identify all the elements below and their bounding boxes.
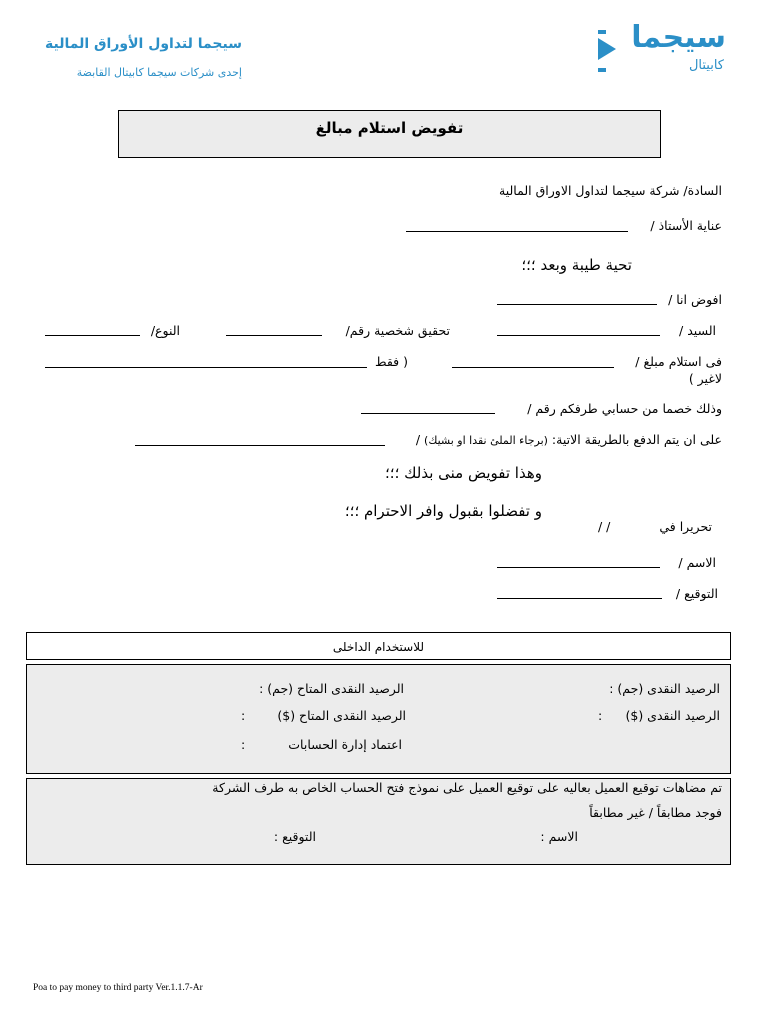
document-version: Poa to pay money to third party Ver.1.1.7-Ar	[33, 983, 203, 993]
amount-words-close: لاغير )	[688, 371, 722, 386]
internal-use-header	[26, 632, 731, 660]
logo-text: سيجما	[631, 20, 726, 55]
mr-label: السيد /	[679, 323, 716, 338]
company-logo	[596, 20, 726, 80]
signature-label: التوقيع /	[675, 586, 718, 601]
name-field[interactable]	[497, 567, 660, 568]
accounts-approval-colon: :	[241, 737, 246, 752]
internal-use-box	[26, 664, 731, 774]
payment-method-field[interactable]	[135, 445, 385, 446]
date-separators: / /	[598, 519, 611, 534]
company-subtitle: إحدى شركات سيجما كابيتال القابضة	[76, 66, 242, 79]
verification-box	[26, 778, 731, 865]
cash-balance-usd: الرصيد النقدى ($)	[625, 708, 720, 723]
cash-balance-egp: الرصيد النقدى (جم) :	[609, 681, 720, 696]
page-title: تفويض استلام مبالغ	[315, 119, 464, 137]
id-number-field[interactable]	[226, 335, 322, 336]
name-label: الاسم /	[678, 555, 716, 570]
amount-field[interactable]	[452, 367, 614, 368]
greeting-text: تحية طيبة وبعد ؛؛؛	[521, 256, 632, 274]
cash-available-usd: الرصيد النقدى المتاح ($)	[277, 708, 406, 723]
logo-subtext: كابيتال	[688, 58, 724, 73]
logo-mark-icon	[598, 30, 620, 76]
signature-field[interactable]	[497, 598, 662, 599]
cash-available-usd-colon: :	[241, 708, 246, 723]
addressee-text: السادة/ شركة سيجما لتداول الاوراق المالية	[499, 183, 722, 198]
amount-words-open: ( فقط	[374, 354, 408, 369]
date-label: تحريرا في	[659, 519, 712, 534]
verifier-signature: التوقيع :	[273, 829, 316, 844]
payment-method-label	[416, 432, 722, 447]
id-type-label: النوع/	[150, 323, 180, 338]
verification-match: فوجد مطابقاً / غير مطابقاً	[589, 805, 722, 820]
id-number-label: تحقيق شخصية رقم/	[345, 323, 450, 338]
from-account-label: وذلك خصما من حسابي طرفكم رقم /	[527, 401, 722, 416]
accounts-approval: اعتماد إدارة الحسابات	[288, 737, 402, 752]
cash-available-egp: الرصيد النقدى المتاح (جم) :	[259, 681, 404, 696]
account-number-field[interactable]	[361, 413, 495, 414]
id-type-field[interactable]	[45, 335, 140, 336]
amount-words-field[interactable]	[45, 367, 367, 368]
verifier-name: الاسم :	[540, 829, 578, 844]
verification-statement: تم مضاهات توقيع العميل بعاليه على توقيع العميل على نموذج فتح الحساب الخاص به طرف الشركة	[212, 780, 722, 795]
internal-use-heading: للاستخدام الداخلى	[332, 640, 425, 654]
title-box	[118, 110, 661, 158]
payment-method-text: على ان يتم الدفع بالطريقة الاتية:	[551, 432, 722, 447]
authorize-label: افوض انا /	[668, 292, 722, 307]
payment-method-hint: (برجاء الملئ نقدا او بشيك)	[424, 434, 548, 447]
receive-amount-label: فى استلام مبلغ /	[635, 354, 722, 369]
payment-method-slash: /	[415, 432, 421, 447]
attention-field[interactable]	[406, 231, 628, 232]
cash-balance-usd-colon: :	[598, 708, 603, 723]
authorizer-name-field[interactable]	[497, 304, 657, 305]
closing-text: و تفضلوا بقبول وافر الاحترام ؛؛؛	[344, 502, 542, 520]
representative-name-field[interactable]	[497, 335, 660, 336]
attention-label: عناية الأستاذ /	[650, 218, 722, 233]
company-name: سيجما لتداول الأوراق المالية	[44, 36, 242, 52]
authorization-statement: وهذا تفويض منى بذلك ؛؛؛	[385, 464, 542, 482]
